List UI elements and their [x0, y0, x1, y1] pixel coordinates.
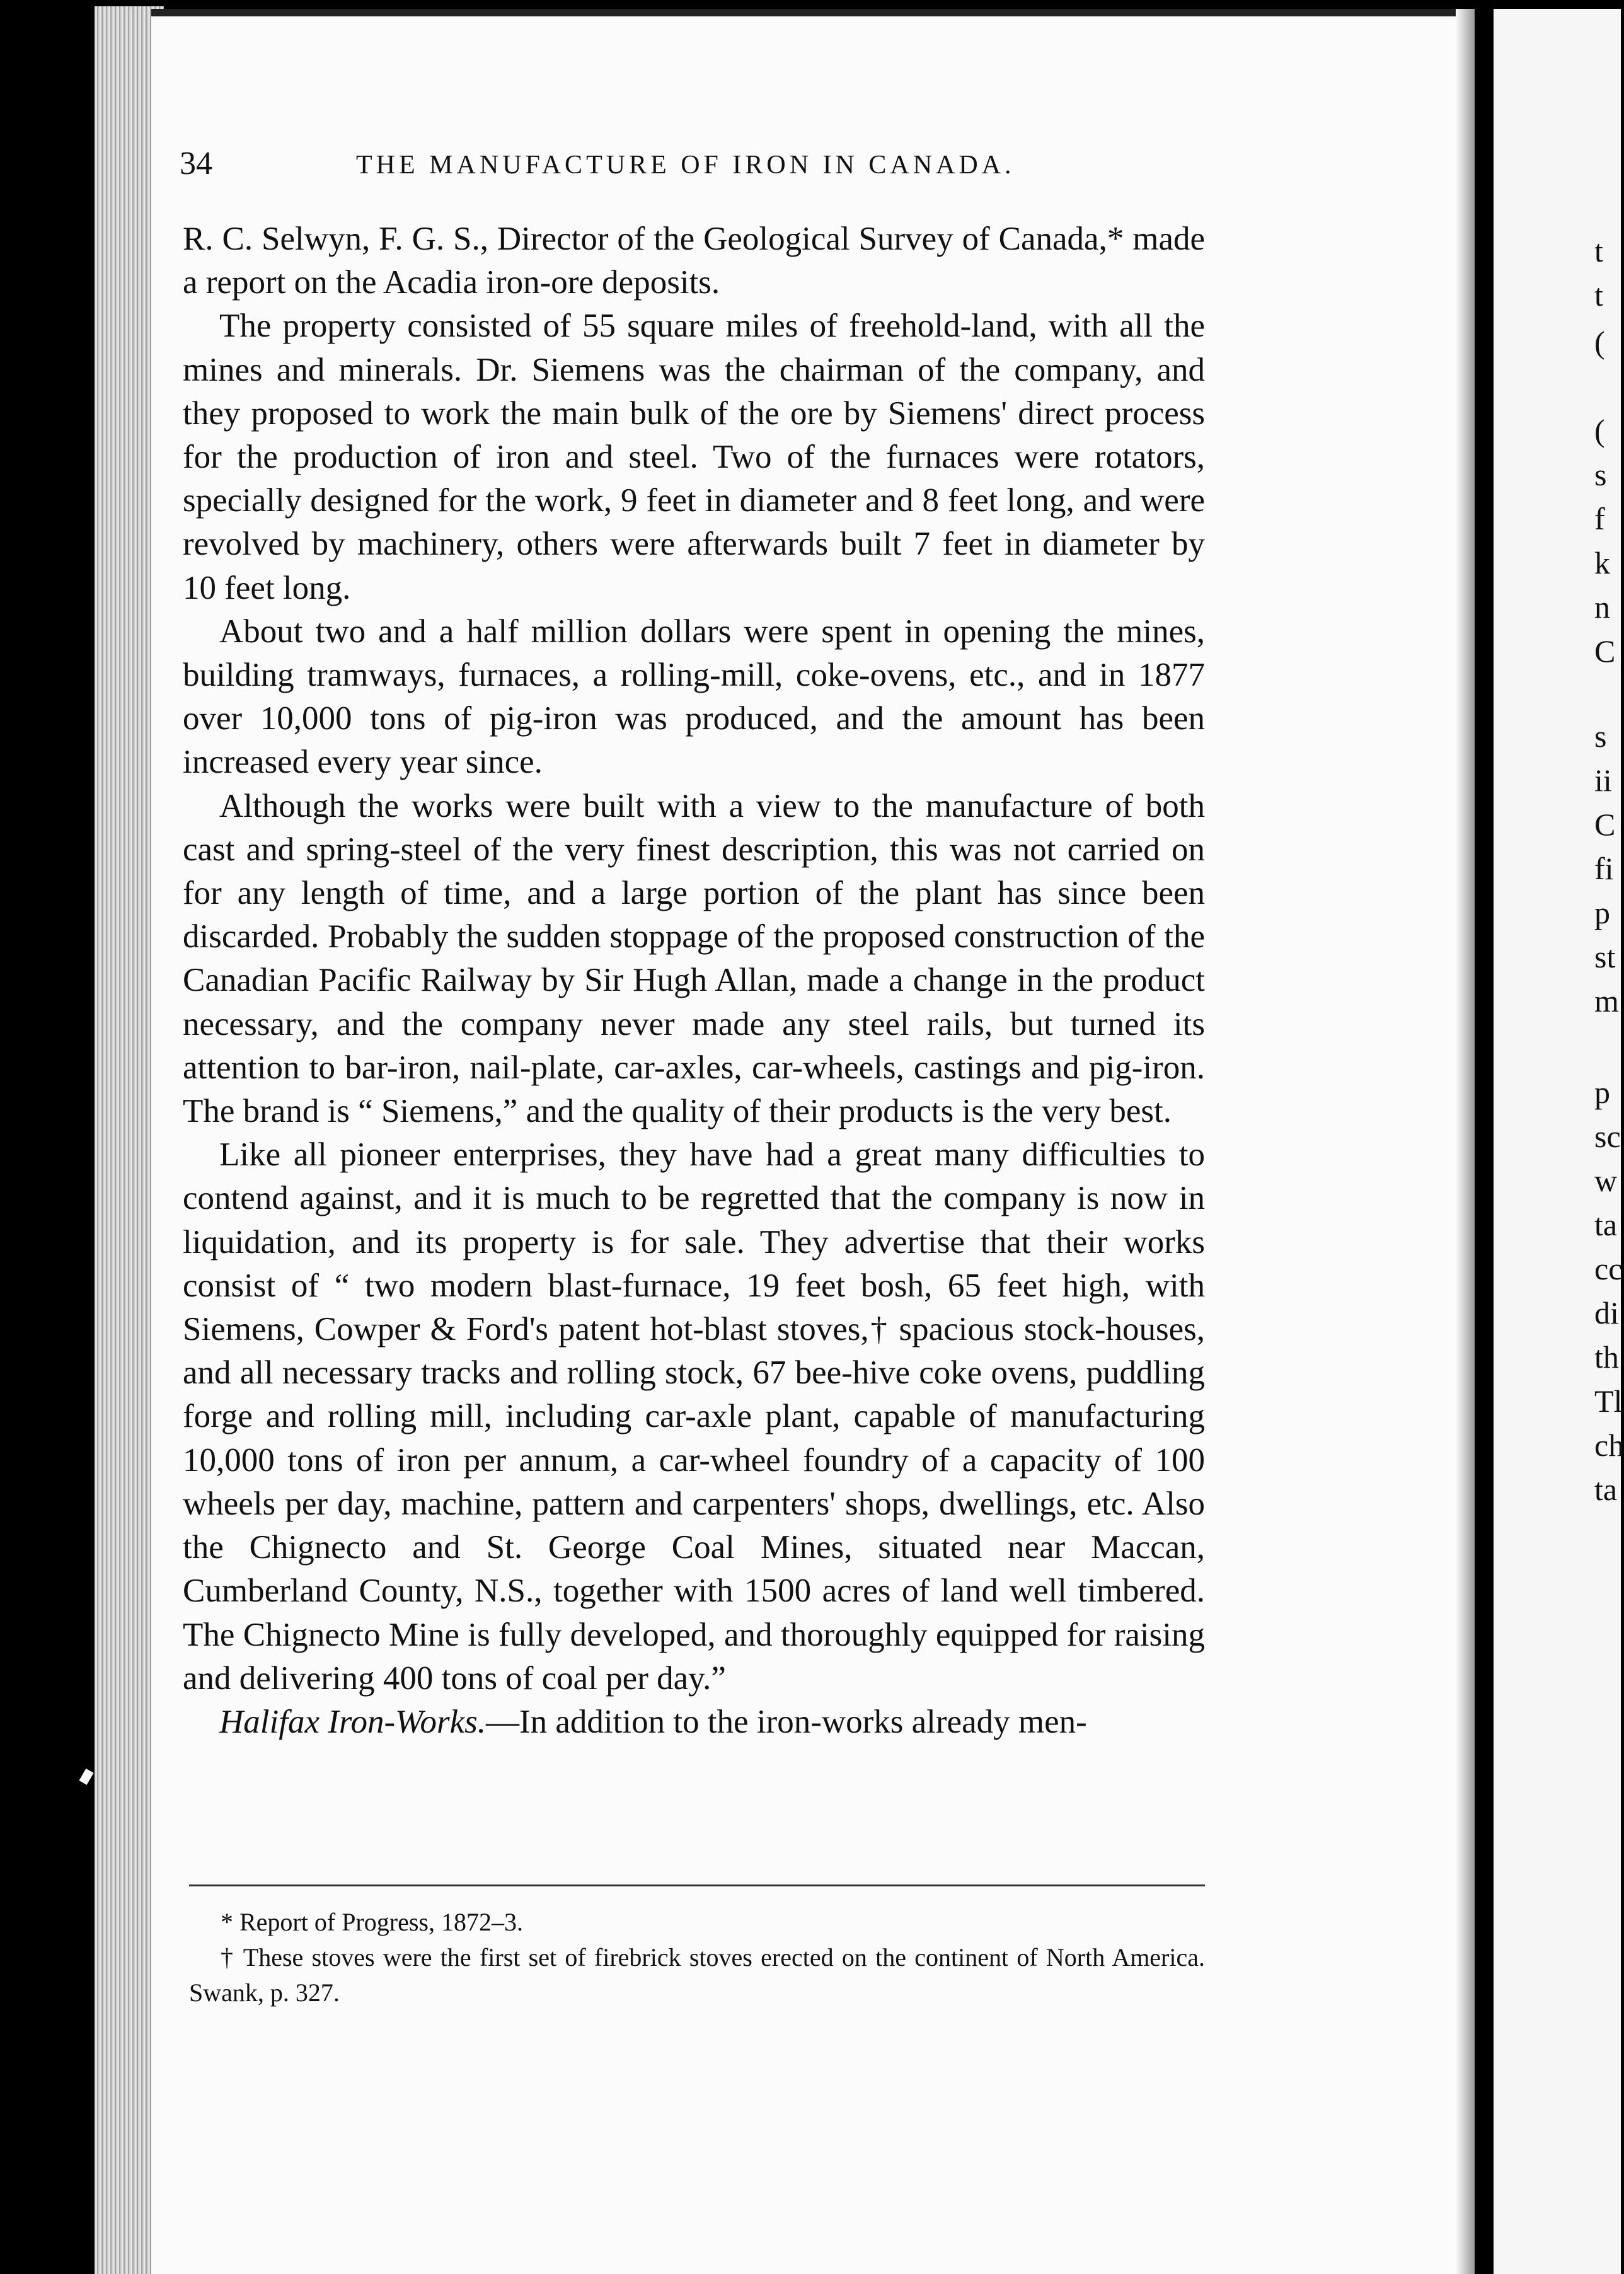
facing-page-fragment: (: [1594, 413, 1605, 448]
facing-page-fragment: t: [1594, 233, 1603, 268]
paragraph: Although the works were built with a view to the manufacture of both cast and spring-steel of the very finest description, this was not carried on for any length of time, and a large portion of the plant has since been discarded. Probably the sudden stoppage of the proposed construction of the Canadian Pacific Railway by Sir Hugh Allan, made a change in the product necessary, and the company never made any steel rails, but turned its attention to bar-iron, nail-plate, car-axles, car-wheels, castings and pig-iron. The brand is “ Siemens,” and the quality of their products is the very best.: [183, 787, 1205, 1130]
footnote: † These stoves were the first set of firebrick stoves erected on the continent of North America. Swank, p. 327.: [189, 1943, 1205, 2007]
facing-page-fragment: th: [1594, 1339, 1619, 1375]
footnote-divider: [189, 1884, 1205, 1886]
facing-page: [1494, 9, 1624, 2274]
paragraph: R. C. Selwyn, F. G. S., Director of the Geological Survey of Canada,* made a report on the Acadia iron-ore deposits.: [183, 221, 1205, 301]
body-text: [183, 217, 1205, 1744]
footnote: * Report of Progress, 1872–3.: [221, 1908, 523, 1936]
facing-page-fragment: m: [1594, 983, 1619, 1019]
facing-page-fragment: s: [1594, 719, 1607, 754]
facing-page-fragment: k: [1594, 545, 1610, 580]
facing-page-fragment: f: [1594, 501, 1605, 536]
facing-page-fragment: ta: [1594, 1207, 1618, 1242]
footnotes: [189, 1905, 1205, 2011]
gutter-shadow: [1456, 9, 1475, 2274]
facing-page-fragment: di: [1594, 1295, 1619, 1330]
facing-page-fragment: Tl: [1594, 1383, 1623, 1419]
facing-page-fragment: p: [1594, 1075, 1610, 1110]
facing-page-fragment: p: [1594, 895, 1610, 930]
facing-page-fragment: cc: [1594, 1251, 1623, 1286]
paragraph-halifax: [183, 1700, 1205, 1744]
facing-page-fragment: t: [1594, 277, 1603, 313]
facing-page-fragment: ii: [1594, 763, 1612, 798]
margin-mark: [79, 1769, 93, 1785]
paragraph-continuation: —In addition to the iron-works already men-: [486, 1703, 1087, 1740]
facing-page-fragment: (: [1594, 325, 1605, 360]
facing-page-fragment: s: [1594, 457, 1607, 492]
facing-page-fragment: C: [1594, 807, 1616, 842]
facing-page-fragment: n: [1594, 589, 1610, 625]
page-number: 34: [180, 146, 212, 182]
top-border: [151, 9, 1475, 16]
paragraph: About two and a half million dollars were spent in opening the mines, building tramways, furnaces, a rolling-mill, coke-ovens, etc., and in 1877 over 10,000 tons of pig-iron was produced, and the amount has been increased every year since.: [183, 613, 1205, 781]
facing-page-fragment: ch: [1594, 1428, 1624, 1463]
facing-page-fragment: fi: [1594, 851, 1614, 886]
running-title: THE MANUFACTURE OF IRON IN CANADA.: [356, 151, 1015, 180]
paragraph: The property consisted of 55 square miles of freehold-land, with all the mines and minerals. Dr. Siemens was the chairman of the company, and they proposed to work the main bulk of the ore by Siemens' direct process for the production of iron and steel. Two of the furnaces were rotators, specially designed for the work, 9 feet in diameter and 8 feet long, and were revolved by machinery, others were afterwards built 7 feet in diameter by 10 feet long.: [183, 308, 1205, 606]
facing-page-fragment: sc: [1594, 1119, 1621, 1154]
paragraph: Like all pioneer enterprises, they have had a great many difficulties to contend against, and it is much to be regretted that the company is now in liquidation, and its property is for sale. They advertise that their works consist of “ two modern blast-furnace, 19 feet bosh, 65 feet high, with Siemens, Cowper & Ford's patent hot-blast stoves,† spacious stock-houses, and all necessary tracks and rolling stock, 67 bee-hive coke ovens, puddling forge and rolling mill, including car-axle plant, capable of manufacturing 10,000 tons of iron per annum, a car-wheel foundry of a capacity of 100 wheels per day, machine, pattern and carpenters' shops, dwellings, etc. Also the Chignecto and St. George Coal Mines, situated near Maccan, Cumberland County, N.S., together with 1500 acres of land well timbered. The Chignecto Mine is fully developed, and thoroughly equipped for raising and delivering 400 tons of coal per day.”: [183, 1136, 1205, 1697]
facing-page-fragment: ta: [1594, 1472, 1618, 1507]
facing-page-fragment: st: [1594, 939, 1616, 974]
section-lead: Halifax Iron-Works.: [219, 1703, 486, 1740]
facing-page-fragment: C: [1594, 633, 1616, 669]
facing-page-fragment: w: [1594, 1163, 1618, 1198]
